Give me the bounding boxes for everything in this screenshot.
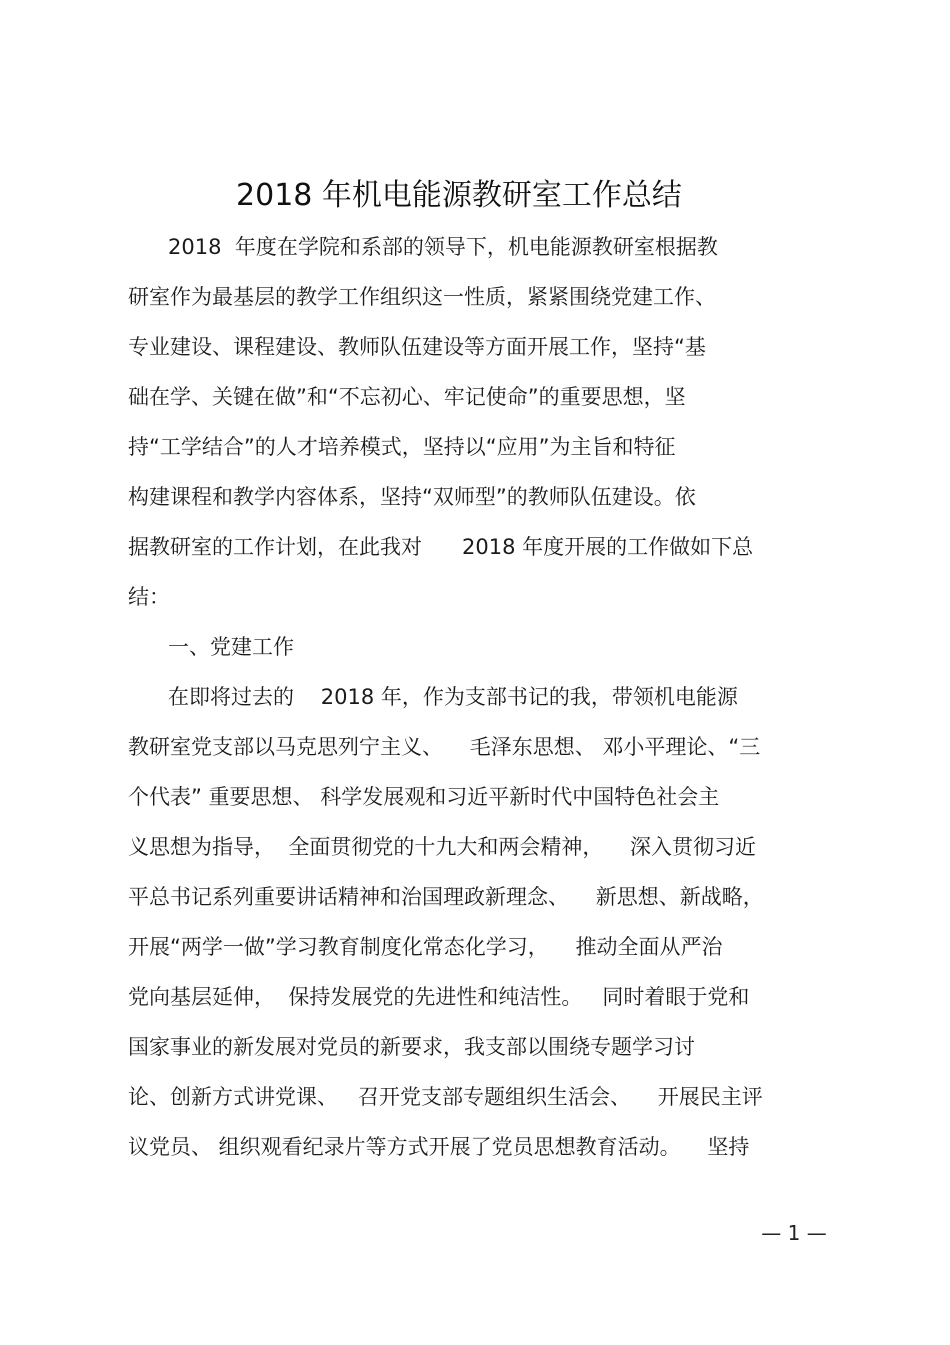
document-title: 2018 年机电能源教研室工作总结: [236, 178, 682, 213]
text-line: 议党员、 组织观看纪录片等方式开展了党员思想教育活动。 坚持: [128, 1135, 750, 1159]
text-line: 构建课程和教学内容体系，坚持“双师型”的教师队伍建设。依: [128, 485, 696, 509]
text-line: 开展“两学一做”学习教育制度化常态化学习， 推动全面从严治: [128, 935, 723, 959]
text-line: 党向基层延伸， 保持发展党的先进性和纯洁性。 同时着眼于党和: [128, 985, 750, 1009]
text-line: 教研室党支部以马克思列宁主义、 毛泽东思想、 邓小平理论、“三: [128, 735, 761, 759]
text-line: 国家事业的新发展对党员的新要求，我支部以围绕专题学习讨: [128, 1035, 695, 1059]
document-body: [128, 222, 833, 1172]
text-line: 持“工学结合”的人才培养模式，坚持以“应用”为主旨和特征: [128, 435, 676, 459]
section-heading: 一、党建工作: [128, 635, 295, 659]
text-line: 2018 年度在学院和系部的领导下，机电能源教研室根据教: [128, 235, 718, 259]
page-number: — 1 —: [761, 1221, 827, 1245]
text-line: 个代表” 重要思想、 科学发展观和习近平新时代中国特色社会主: [128, 785, 720, 809]
text-line: 论、创新方式讲党课、 召开党支部专题组织生活会、 开展民主评: [128, 1085, 763, 1109]
text-line: 在即将过去的 2018 年，作为支部书记的我，带领机电能源: [128, 685, 738, 709]
text-line: 础在学、关键在做”和“不忘初心、牢记使命”的重要思想，坚: [128, 385, 686, 409]
text-line: 平总书记系列重要讲话精神和治国理政新理念、 新思想、新战略，: [128, 885, 764, 909]
text-line: 义思想为指导， 全面贯彻党的十九大和两会精神， 深入贯彻习近: [128, 835, 757, 859]
text-line: 据教研室的工作计划，在此我对 2018 年度开展的工作做如下总: [128, 535, 754, 559]
text-line: 专业建设、课程建设、教师队伍建设等方面开展工作，坚持“基: [128, 335, 706, 359]
text-line: 结：: [128, 585, 170, 609]
text-line: 研室作为最基层的教学工作组织这一性质，紧紧围绕党建工作、: [128, 285, 716, 309]
